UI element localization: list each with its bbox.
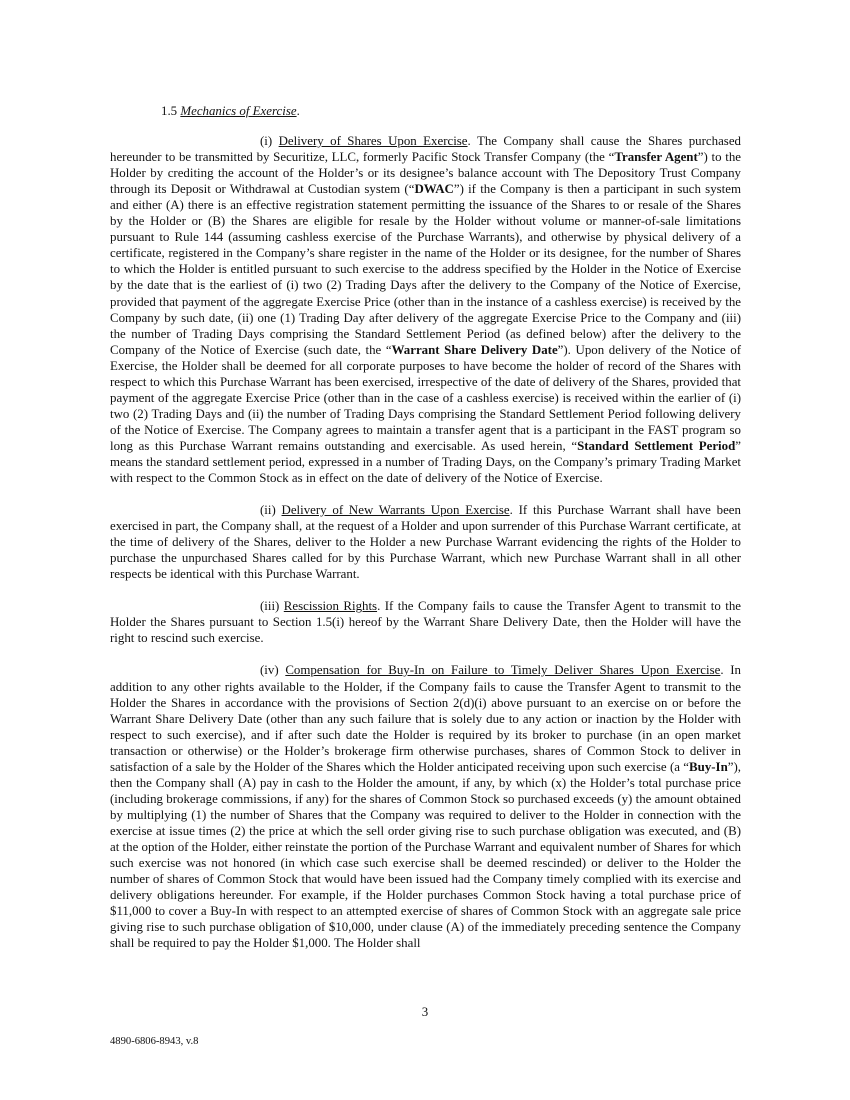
paragraph-label: (iv): [260, 663, 279, 678]
paragraph-text: ”) if the Company is then a participant in such system and either (A) there is an effective registration statement permitting the issuance of the Shares to or resale of the Shares by the Holder or (B) the Shares are eligible for resale by the Holder without volume or manner-of-sale limitations pursuant to Rule 144 (assuming cashless exercise of the Purchase Warrants), and otherwise by physical delivery of a certificate, registered in the Company’s share register in the name of the Holder or its designee, for the number of Shares to which the Holder is entitled pursuant to such exercise to the address specified by the Holder in the Notice of Exercise by the date that is the earliest of (i) two (2) Trading Days after the delivery to the Company of the Notice of Exercise, provided that payment of the aggregate Exercise Price (other than in the instance of a cashless exercise) is received by the Company by such date, (ii) one (1) Trading Day after delivery of the aggregate Exercise Price to the Company and (iii) the number of Trading Days comprising the Standard Settlement Period (as defined below) after the delivery to the Company of the Notice of Exercise (such date, the “: [110, 182, 741, 357]
defined-term: DWAC: [414, 182, 454, 197]
paragraph-heading: Delivery of Shares Upon Exercise: [278, 134, 468, 149]
defined-term: Warrant Share Delivery Date: [391, 342, 558, 357]
paragraph-text: ”) to the Holder by crediting the account of the Holder’s or its designee’s balance account with The Depository Trust Company through its Deposit or Withdrawal at Custodian system (“: [110, 150, 741, 197]
paragraph-buy-in-compensation: [110, 662, 741, 951]
section-title: Mechanics of Exercise: [180, 104, 297, 118]
defined-term: Buy-In: [689, 759, 728, 774]
paragraph-heading: Delivery of New Warrants Upon Exercise: [281, 503, 510, 518]
paragraph-text: ”). Upon delivery of the Notice of Exercise, the Holder shall be deemed for all corporate purposes to have become the holder of record of the Shares with respect to which this Purchase Warrant has been exercised, irrespective of the date of delivery of the Shares, provided that payment of the aggregate Exercise Price (other than in the case of a cashless exercise) is received within the earlier of (i) two (2) Trading Days and (ii) the number of Trading Days comprising the Standard Settlement Period following delivery of the Notice of Exercise. The Company agrees to maintain a transfer agent that is a participant in the FAST program so long as this Purchase Warrant remains outstanding and exercisable. As used herein, “: [110, 342, 741, 453]
paragraph-text: . In addition to any other rights available to the Holder, if the Company fails to cause the Transfer Agent to transmit to the Holder the Shares in accordance with the provisions of Section 2(d)(i) above pursuant to an exercise on or before the Warrant Share Delivery Date (other than any such failure that is solely due to any action or inaction by the Holder with respect to such exercise), and if after such date the Holder is required by its broker to purchase (in an open market transaction or otherwise) or the Holder’s brokerage firm otherwise purchases, shares of Common Stock to deliver in satisfaction of a sale by the Holder of the Shares which the Holder anticipated receiving upon such exercise (a “: [110, 663, 742, 774]
paragraph-heading: Compensation for Buy-In on Failure to Timely Deliver Shares Upon Exercise: [285, 663, 721, 678]
paragraph-text: . The Company shall cause the Shares purchased hereunder to be transmitted by Securitize, LLC, formerly Pacific Stock Transfer Company (the “: [110, 134, 741, 165]
paragraph-label: (iii): [260, 599, 280, 614]
paragraph-body: [110, 663, 741, 950]
paragraph-delivery-of-shares: [110, 133, 741, 486]
document-id: 4890-6806-8943, v.8: [110, 1036, 199, 1047]
paragraph-text: ” means the standard settlement period, expressed in a number of Trading Days, on the Company’s primary Trading Market with respect to the Common Stock as in effect on the date of delivery of the Notice of Exercise.: [110, 438, 741, 486]
section-title-trail: .: [296, 104, 300, 118]
defined-term: Transfer Agent: [614, 150, 698, 165]
section-number: 1.5: [161, 104, 178, 118]
paragraph-text: . If this Purchase Warrant shall have been exercised in part, the Company shall, at the request of a Holder and upon surrender of this Purchase Warrant certificate, at the time of delivery of the Shares, deliver to the Holder a new Purchase Warrant evidencing the rights of the Holder to purchase the unpurchased Shares called for by this Purchase Warrant, which new Purchase Warrant shall in all other respects be identical with this Purchase Warrant.: [110, 503, 741, 582]
paragraph-rescission-rights: [110, 598, 741, 646]
paragraph-text: ”), then the Company shall (A) pay in cash to the Holder the amount, if any, by which (x) the Holder’s total purchase price (including brokerage commissions, if any) for the shares of Common Stock so purchased exceeds (y) the amount obtained by multiplying (1) the number of Shares that the Company was required to deliver to the Holder in connection with the exercise at issue times (2) the price at which the sell order giving rise to such purchase obligation was executed, and (B) at the option of the Holder, either reinstate the portion of the Purchase Warrant and equivalent number of Shares for which such exercise was not honored (in which case such exercise shall be deemed rescinded) or deliver to the Holder the number of shares of Common Stock that would have been issued had the Company timely complied with its exercise and delivery obligations hereunder. For example, if the Holder purchases Common Stock having a total purchase price of $11,000 to cover a Buy-In with respect to an attempted exercise of shares of Common Stock with an aggregate sale price giving rise to such purchase obligation of $10,000, under clause (A) of the immediately preceding sentence the Company shall be required to pay the Holder $1,000. The Holder shall: [110, 759, 741, 951]
paragraph-body: [110, 599, 741, 645]
paragraph-label: (i): [260, 134, 273, 149]
defined-term: Standard Settlement Period: [577, 438, 736, 453]
section-heading: [161, 103, 741, 119]
page-number: 3: [421, 1005, 429, 1019]
paragraph-delivery-of-new-warrants: [110, 502, 741, 582]
paragraph-heading: Rescission Rights: [283, 599, 378, 614]
paragraph-label: (ii): [260, 503, 276, 518]
paragraph-text: . If the Company fails to cause the Transfer Agent to transmit to the Holder the Shares pursuant to Section 1.5(i) hereof by the Warrant Share Delivery Date, then the Holder will have the right to rescind such exercise.: [110, 599, 741, 646]
document-body: [110, 103, 741, 967]
paragraph-body: [110, 134, 741, 485]
